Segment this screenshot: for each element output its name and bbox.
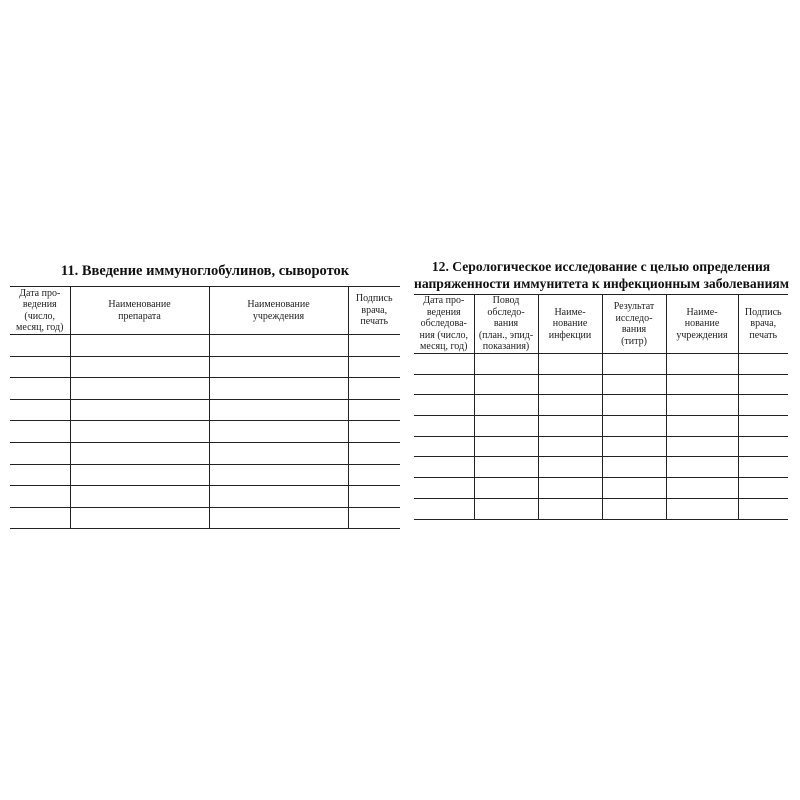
table-cell[interactable]: [209, 507, 348, 529]
table-row: [414, 478, 788, 499]
serology-section: [414, 258, 788, 520]
table-cell[interactable]: [70, 356, 209, 378]
table-header-row: [10, 287, 400, 335]
immunoglobulin-section: [10, 258, 400, 529]
table-cell[interactable]: [70, 486, 209, 508]
table-cell[interactable]: [666, 374, 738, 395]
serology-section-title: [414, 258, 788, 294]
table-cell[interactable]: [538, 457, 602, 478]
table-cell[interactable]: [738, 498, 788, 519]
table-cell[interactable]: [209, 464, 348, 486]
table-cell[interactable]: [538, 354, 602, 375]
table-row: [10, 399, 400, 421]
table-cell[interactable]: [474, 436, 538, 457]
table-cell[interactable]: [10, 464, 70, 486]
table-cell[interactable]: [474, 498, 538, 519]
table-row: [10, 486, 400, 508]
table-cell[interactable]: [538, 416, 602, 437]
table-cell[interactable]: [348, 335, 400, 357]
table-cell[interactable]: [414, 416, 474, 437]
table-cell[interactable]: [10, 442, 70, 464]
column-header-signature: Подпись врача, печать: [738, 295, 788, 354]
column-header-result-titer: Результат исследо- вания (титр): [602, 295, 666, 354]
table-cell[interactable]: [738, 478, 788, 499]
column-header-exam-date: Дата про- ведения обследова- ния (число, месяц, год): [414, 295, 474, 354]
table-cell[interactable]: [538, 395, 602, 416]
column-header-infection-name: Наиме- нование инфекции: [538, 295, 602, 354]
table-cell[interactable]: [414, 436, 474, 457]
table-cell[interactable]: [602, 354, 666, 375]
table-cell[interactable]: [666, 395, 738, 416]
table-cell[interactable]: [602, 395, 666, 416]
column-header-institution: Наименование учреждения: [209, 287, 348, 335]
column-header-exam-reason: Повод обследо- вания (план., эпид- показания): [474, 295, 538, 354]
table-cell[interactable]: [738, 457, 788, 478]
column-header-drug-name: Наименование препарата: [70, 287, 209, 335]
table-cell[interactable]: [70, 335, 209, 357]
table-cell[interactable]: [666, 457, 738, 478]
table-cell[interactable]: [348, 378, 400, 400]
table-cell[interactable]: [209, 486, 348, 508]
table-row: [10, 335, 400, 357]
table-cell[interactable]: [10, 507, 70, 529]
table-cell[interactable]: [738, 436, 788, 457]
table-cell[interactable]: [414, 457, 474, 478]
table-cell[interactable]: [414, 498, 474, 519]
table-cell[interactable]: [414, 395, 474, 416]
immunoglobulin-table-body: [10, 335, 400, 529]
table-cell[interactable]: [538, 498, 602, 519]
table-cell[interactable]: [70, 399, 209, 421]
serology-table-body: [414, 354, 788, 520]
table-row: [414, 354, 788, 375]
table-cell[interactable]: [738, 395, 788, 416]
table-cell[interactable]: [538, 374, 602, 395]
table-cell[interactable]: [209, 356, 348, 378]
table-cell[interactable]: [10, 421, 70, 443]
table-row: [10, 378, 400, 400]
table-cell[interactable]: [10, 399, 70, 421]
table-row: [414, 436, 788, 457]
table-cell[interactable]: [10, 486, 70, 508]
table-cell[interactable]: [10, 356, 70, 378]
table-cell[interactable]: [738, 374, 788, 395]
table-cell[interactable]: [209, 421, 348, 443]
table-cell[interactable]: [474, 395, 538, 416]
table-cell[interactable]: [538, 436, 602, 457]
table-cell[interactable]: [209, 335, 348, 357]
table-row: [10, 464, 400, 486]
table-cell[interactable]: [10, 378, 70, 400]
table-cell[interactable]: [70, 421, 209, 443]
table-cell[interactable]: [602, 416, 666, 437]
table-row: [414, 457, 788, 478]
table-cell[interactable]: [666, 416, 738, 437]
table-cell[interactable]: [738, 354, 788, 375]
table-cell[interactable]: [666, 478, 738, 499]
table-header-row: [414, 295, 788, 354]
table-cell[interactable]: [209, 399, 348, 421]
table-cell[interactable]: [348, 421, 400, 443]
table-cell[interactable]: [348, 507, 400, 529]
table-cell[interactable]: [602, 498, 666, 519]
table-cell[interactable]: [414, 374, 474, 395]
column-header-signature: Подпись врача, печать: [348, 287, 400, 335]
table-cell[interactable]: [602, 478, 666, 499]
table-row: [414, 374, 788, 395]
table-cell[interactable]: [474, 416, 538, 437]
table-cell[interactable]: [538, 478, 602, 499]
serology-title-line-1: 12. Серологическое исследование с целью определения: [431, 259, 771, 274]
table-cell[interactable]: [474, 374, 538, 395]
table-cell[interactable]: [70, 464, 209, 486]
table-cell[interactable]: [474, 478, 538, 499]
table-cell[interactable]: [602, 436, 666, 457]
table-cell[interactable]: [348, 442, 400, 464]
table-cell[interactable]: [414, 478, 474, 499]
table-cell[interactable]: [348, 399, 400, 421]
immunoglobulin-table: [10, 286, 400, 529]
table-cell[interactable]: [348, 464, 400, 486]
table-cell[interactable]: [602, 457, 666, 478]
table-row: [10, 442, 400, 464]
table-row: [10, 507, 400, 529]
table-cell[interactable]: [738, 416, 788, 437]
column-header-institution: Наиме- нование учреждения: [666, 295, 738, 354]
table-cell[interactable]: [414, 354, 474, 375]
table-cell[interactable]: [70, 442, 209, 464]
table-row: [10, 356, 400, 378]
table-cell[interactable]: [474, 457, 538, 478]
table-cell[interactable]: [70, 507, 209, 529]
serology-table: [414, 294, 788, 520]
table-row: [10, 421, 400, 443]
table-row: [414, 498, 788, 519]
table-cell[interactable]: [666, 354, 738, 375]
table-cell[interactable]: [348, 356, 400, 378]
immunoglobulin-section-title: 11. Введение иммуноглобулинов, сывороток: [60, 263, 350, 279]
table-cell[interactable]: [209, 378, 348, 400]
table-row: [414, 416, 788, 437]
table-cell[interactable]: [10, 335, 70, 357]
table-cell[interactable]: [666, 436, 738, 457]
serology-title-line-2: напряженности иммунитета к инфекционным заболеваниям: [414, 276, 790, 291]
table-cell[interactable]: [474, 354, 538, 375]
table-cell[interactable]: [70, 378, 209, 400]
table-cell[interactable]: [602, 374, 666, 395]
table-cell[interactable]: [666, 498, 738, 519]
table-cell[interactable]: [209, 442, 348, 464]
table-row: [414, 395, 788, 416]
table-cell[interactable]: [348, 486, 400, 508]
column-header-date: Дата про- ведения (число, месяц, год): [10, 287, 70, 335]
